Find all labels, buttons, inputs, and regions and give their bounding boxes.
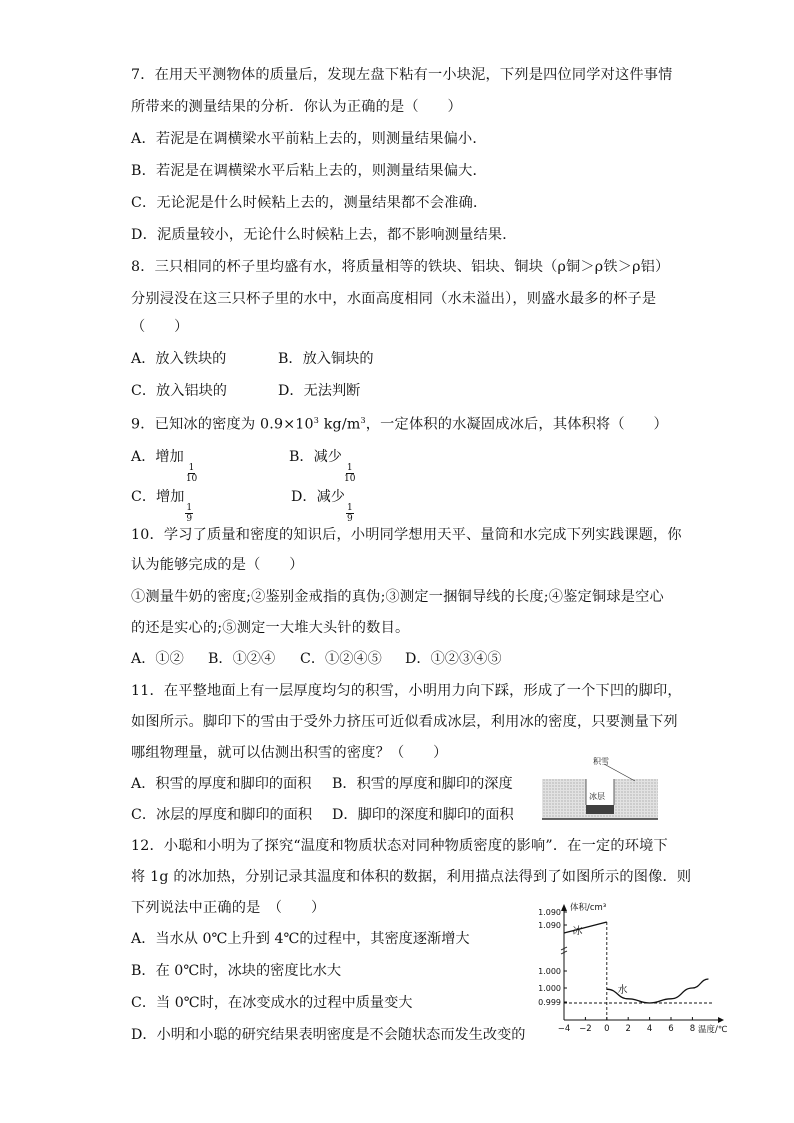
q10-option-a[interactable]: A．①② <box>131 651 184 667</box>
q11-stem-line1: 11．在平整地面上有一层厚度均匀的积雪，小明用力向下踩，形成了一个下凹的脚印， <box>131 683 682 699</box>
chart-ticks <box>538 908 695 1033</box>
q8-stem-line1: 8．三只相同的杯子里均盛有水，将质量相等的铁块、铝块、铜块（ρ铜＞ρ铁＞ρ铝） <box>131 259 670 275</box>
q11-option-c[interactable]: C．冰层的厚度和脚印的面积 <box>131 807 313 823</box>
ice-layer <box>586 805 614 814</box>
ice-label: 冰层 <box>589 792 605 801</box>
q8-option-d[interactable]: D．无法判断 <box>278 383 361 399</box>
q10-option-b[interactable]: B．①②④ <box>208 651 276 667</box>
q9-stem: 9．已知冰的密度为 $0.9\times 10^3$ $kg/m^3$，一定体积的水凝固成冰后，其体积将（ ） <box>131 416 668 433</box>
q12-option-a[interactable]: A．当水从 0℃上升到 4℃的过程中，其密度逐渐增大 <box>131 931 470 947</box>
q12-stem-line1: 12．小聪和小明为了探究“温度和物质状态对同种物质密度的影响”．在一定的环境下 <box>131 838 668 854</box>
q7-option-d[interactable]: D．泥质量较小，无论什么时候粘上去，都不影响测量结果． <box>131 227 517 243</box>
q12-option-b[interactable]: B．在 0℃时，冰块的密度比水大 <box>131 963 342 979</box>
q12-stem-line2: 将 1g 的冰加热，分别记录其温度和体积的数据，利用描点法得到了如图所示的图像．则 <box>131 869 692 885</box>
series-label-ice: 冰 <box>572 926 583 937</box>
q11-option-a[interactable]: A．积雪的厚度和脚印的面积 <box>131 776 312 792</box>
q7-stem-line2: 所带来的测量结果的分析．你认为正确的是（ ） <box>131 99 462 115</box>
q11-option-b[interactable]: B．积雪的厚度和脚印的深度 <box>332 776 513 792</box>
fraction-one-tenth: $\frac{1}{10}$ <box>344 463 356 484</box>
fraction-one-tenth: $\frac{1}{10}$ <box>185 463 198 484</box>
x-axis-arrow <box>718 1017 724 1023</box>
y-tick-label: 1.000 <box>538 967 561 976</box>
q12-option-d[interactable]: D．小明和小聪的研究结果表明密度是不会随状态而发生改变的 <box>131 1027 526 1043</box>
y-tick-label: 0.999 <box>538 998 561 1007</box>
snow-label: 积雪 <box>593 757 609 766</box>
q11-stem-line2: 如图所示。脚印下的雪由于受外力挤压可近似看成冰层，利用冰的密度，只要测量下列 <box>131 714 678 730</box>
q7-option-b[interactable]: B．若泥是在调横梁水平后粘上去的，则测量结果偏大． <box>131 163 487 179</box>
x-tick-label: 2 <box>625 1024 631 1033</box>
q7-option-a[interactable]: A．若泥是在调横梁水平前粘上去的，则测量结果偏小． <box>131 131 487 147</box>
q10-items-line1: ①测量牛奶的密度;②鉴别金戒指的真伪;③测定一捆铜导线的长度;④鉴定铜球是空心 <box>131 589 664 605</box>
q9-option-a[interactable]: A．增加 $\frac{1}{10}$ <box>131 449 198 484</box>
fraction-one-ninth: $\frac{1}{9}$ <box>186 503 193 524</box>
series-ice-line <box>564 922 607 933</box>
q10-items-line2: 的还是实心的;⑤测定一大堆大头针的数目。 <box>131 620 410 636</box>
snow-label-leader <box>604 764 635 781</box>
chart-series <box>564 922 712 1020</box>
q10-option-d[interactable]: D．①②③④⑤ <box>405 651 502 667</box>
q9-option-d[interactable]: D．减少 $\frac{1}{9}$ <box>291 489 353 524</box>
y-tick-label: 1.090 <box>538 908 561 917</box>
q8-option-b[interactable]: B．放入铜块的 <box>278 351 374 367</box>
q8-option-c[interactable]: C．放入铝块的 <box>131 383 227 399</box>
volume-temperature-chart <box>522 898 744 1033</box>
q11-stem-line3: 哪组物理量，就可以估测出积雪的密度？（ ） <box>131 745 448 761</box>
q7-stem-line1: 7．在用天平测物体的质量后，发现左盘下粘有一小块泥，下列是四位同学对这件事情 <box>131 67 673 83</box>
q11-option-d[interactable]: D．脚印的深度和脚印的面积 <box>332 807 514 823</box>
q10-stem-line1: 10．学习了质量和密度的知识后，小明同学想用天平、量筒和水完成下列实践课题，你 <box>131 527 682 543</box>
q12-stem-line3: 下列说法中正确的是 （ ） <box>131 900 326 916</box>
y-tick-label: 1.000 <box>538 984 561 993</box>
chart-labels <box>570 902 728 1033</box>
y-axis-arrow <box>561 904 567 911</box>
x-tick-label: −2 <box>579 1024 592 1033</box>
q10-stem-line2: 认为能够完成的是（ ） <box>131 557 304 573</box>
q8-stem-line3: （ ） <box>131 319 189 335</box>
chart-axes <box>561 904 724 1023</box>
x-tick-label: 4 <box>646 1024 653 1033</box>
y-tick-label: 1.090 <box>538 921 561 930</box>
x-tick-label: −4 <box>557 1024 571 1033</box>
fraction-one-ninth: $\frac{1}{9}$ <box>346 503 353 524</box>
series-label-water: 水 <box>617 985 628 996</box>
x-tick-label: 6 <box>668 1024 674 1033</box>
q9-option-c[interactable]: C．增加 $\frac{1}{9}$ <box>131 489 193 524</box>
x-tick-label: 8 <box>689 1024 696 1033</box>
q7-option-c[interactable]: C．无论泥是什么时候粘上去的，测量结果都不会准确． <box>131 195 488 211</box>
q9-option-b[interactable]: B．减少 $\frac{1}{10}$ <box>289 449 356 484</box>
x-tick-label: 0 <box>604 1024 610 1033</box>
q12-option-c[interactable]: C．当 0℃时，在冰变成水的过程中质量变大 <box>131 995 413 1011</box>
x-axis-title: 温度/℃ <box>698 1025 728 1033</box>
q10-option-c[interactable]: C．①②④⑤ <box>300 651 382 667</box>
footprint-figure <box>540 755 660 823</box>
q8-option-a[interactable]: A．放入铁块的 <box>131 351 227 367</box>
q8-stem-line2: 分别浸没在这三只杯子里的水中，水面高度相同（水未溢出），则盛水最多的杯子是 <box>131 291 657 307</box>
y-axis-title: 体积/cm³ <box>570 903 607 913</box>
